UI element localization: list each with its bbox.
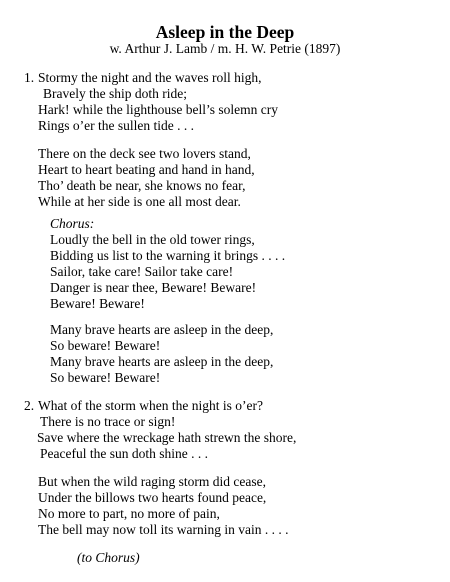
lyric-line: Danger is near thee, Beware! Beware! xyxy=(50,280,257,295)
lyric-line: Peaceful the sun doth shine . . . xyxy=(40,446,208,461)
lyric-line: There is no trace or sign! xyxy=(40,414,176,429)
chorus-heading: Chorus: xyxy=(50,216,95,231)
lyric-line: Bravely the ship doth ride; xyxy=(43,86,187,101)
lyric-line: Stormy the night and the waves roll high, xyxy=(38,70,262,85)
verse-number: 1. xyxy=(24,70,35,85)
lyric-line: So beware! Beware! xyxy=(50,370,161,385)
lyric-line: Many brave hearts are asleep in the deep, xyxy=(50,322,274,337)
lyric-line: Tho’ death be near, she knows no fear, xyxy=(38,178,246,193)
lyric-line: Many brave hearts are asleep in the deep, xyxy=(50,354,274,369)
lyric-line: Hark! while the lighthouse bell’s solemn cry xyxy=(38,102,278,117)
lyric-line: There on the deck see two lovers stand, xyxy=(38,146,251,161)
lyric-line: What of the storm when the night is o’er? xyxy=(38,398,263,413)
lyric-line: No more to part, no more of pain, xyxy=(38,506,220,521)
lyric-line: Loudly the bell in the old tower rings, xyxy=(50,232,255,247)
lyric-line: Sailor, take care! Sailor take care! xyxy=(50,264,234,279)
lyric-line: Rings o’er the sullen tide . . . xyxy=(38,118,194,133)
lyric-line: Under the billows two hearts found peace, xyxy=(38,490,267,505)
verse-number: 2. xyxy=(24,398,35,413)
lyric-line: Beware! Beware! xyxy=(50,296,145,311)
lyric-line: Save where the wreckage hath strewn the shore, xyxy=(37,430,297,445)
lyric-line: But when the wild raging storm did cease, xyxy=(38,474,266,489)
lyric-line: While at her side is one all most dear. xyxy=(38,194,241,209)
to-chorus-note: (to Chorus) xyxy=(77,550,140,565)
song-credits: w. Arthur J. Lamb / m. H. W. Petrie (1897) xyxy=(109,41,341,56)
lyric-line: Heart to heart beating and hand in hand, xyxy=(38,162,255,177)
song-title: Asleep in the Deep xyxy=(155,22,295,42)
lyric-line: The bell may now toll its warning in vain . . . . xyxy=(38,522,289,537)
lyric-line: Bidding us list to the warning it brings . . . . xyxy=(50,248,286,263)
lyric-line: So beware! Beware! xyxy=(50,338,161,353)
